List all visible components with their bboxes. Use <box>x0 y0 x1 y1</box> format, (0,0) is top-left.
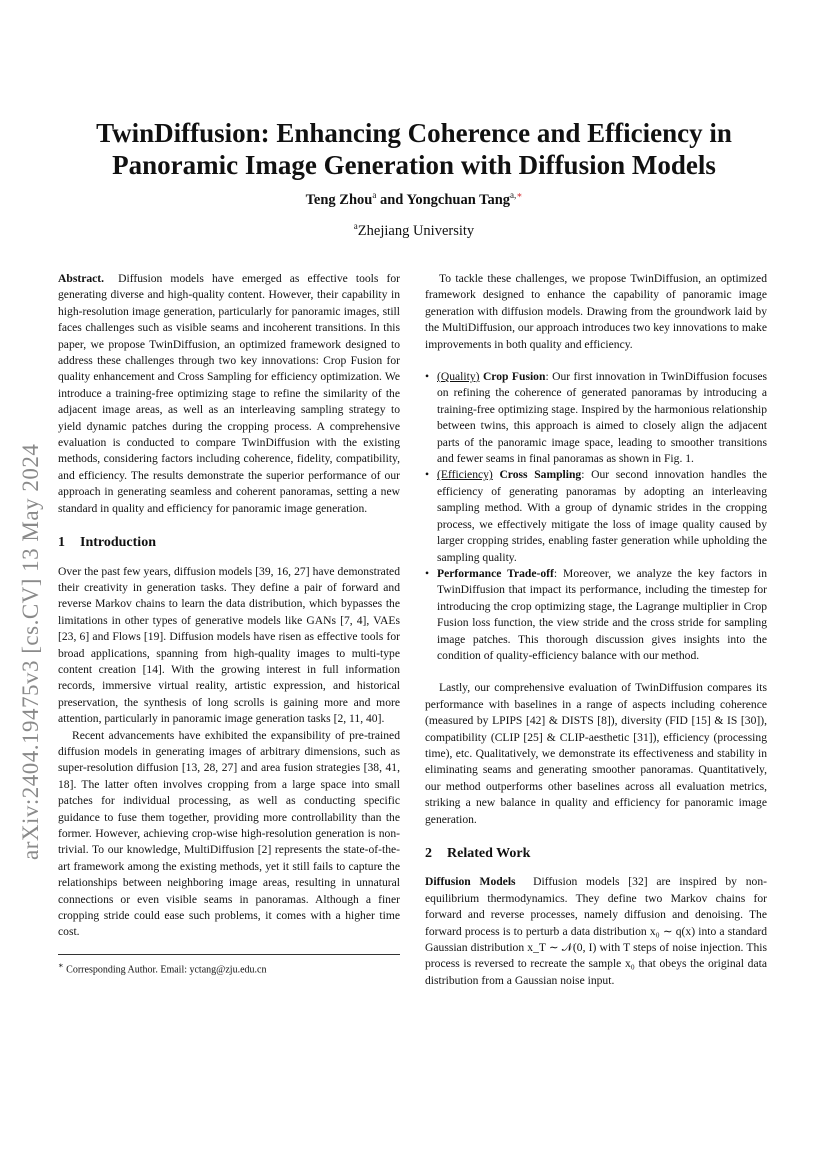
contribution-text: : Moreover, we analyze the key factors in TwinDiffusion that impact its performance, including the timestep for introducing the crop optimizing stage, the Lagrange multiplier in Crop Fusion loss function, the view stride and the cross stride for sampling image patches. This thorough discussion gives insights into the condition of quality-efficiency balance with our method. <box>437 566 767 662</box>
intro-paragraph: Recent advancements have exhibited the expansibility of pre-trained diffusion models in generating images of arbitrary dimensions, such as super-resolution diffusion [13, 28, 27] and area fusion strategies [38, 41, 18]. The latter often involves cropping from a large space into small patches for individual processing, as well as conducting specific guidance to fuse them together, providing more controllability than the former. However, achieving crop-wise high-resolution generation is non-trivial. To our knowledge, MultiDiffusion [2] represents the state-of-the-art framework among the existing methods, yet it still fails to capture the relationships between neighboring image areas, resulting in unnatural connections or even visible seams in panoramas. Although a finer cropping stride could ease such problems, it comes with a higher time cost. <box>58 728 400 939</box>
abstract-label: Abstract. <box>58 272 105 285</box>
abstract-text: Diffusion models have emerged as effective tools for generating diverse and high-quality content. However, their capability in high-resolution image generation, particularly for panoramic images, still faces challenges such as visible seams and incoherent transitions. In this paper, we propose TwinDiffusion, an optimized framework designed to address these challenges through two key innovations: Crop Fusion for quality enhancement and Cross Sampling for efficiency optimization. We introduce a training-free optimizing stage to refine the similarity of the adjacent image areas, as well as an interleaving sampling strategy to yield dynamic patches during the cropping process. A comprehensive evaluation is conducted to compare TwinDiffusion with the existing methods, considering factors including coherence, fidelity, compatibility, and efficiency. The results demonstrate the superior performance of our approach in generating seamless and coherent panoramas, setting a new standard in quality and efficiency for panoramic image generation. <box>58 272 400 515</box>
body-paragraph: To tackle these challenges, we propose TwinDiffusion, an optimized framework designed to enhance the capability of panoramic image generation with diffusion models. Drawing from the groundwork laid by the MultiDiffusion, our approach introduces two key innovations to make improvements in both quality and efficiency. <box>425 272 767 351</box>
footnote-marker: ∗ <box>58 961 64 970</box>
contribution-title: Performance Trade-off <box>437 566 554 580</box>
section-number: 1 <box>58 535 65 551</box>
paper-title <box>40 117 788 181</box>
contribution-tag: (Efficiency) <box>437 468 493 482</box>
corresponding-author-link[interactable]: ∗ <box>516 190 523 200</box>
intro-paragraph: Over the past few years, diffusion models [39, 16, 27] have demonstrated their creativity in generation tasks. They define a pair of forward and reverse Markov chains to learn the data distribution, which bypasses the limitations in other types of generative models like GANs [7, 4], VAEs [23, 6] and Flows [19]. Diffusion models have risen as effective tools for broad applications, spanning from high-quality images to multi-type content creation [14]. With the growing interest in full information records, immersive virtual reality, artistic expression, and historical preservation, the synthesis of long scrolls is gaining more and more attention, particularly in panoramic image generation tasks [2, 11, 40]. <box>58 564 400 726</box>
affiliation-marker: a <box>372 190 377 200</box>
contribution-item <box>425 566 767 664</box>
contribution-tag: (Quality) <box>437 370 480 384</box>
right-column <box>425 271 767 989</box>
affiliation-marker: a <box>353 221 358 231</box>
title-line-1: TwinDiffusion: Enhancing Coherence and Efficiency in <box>96 118 732 148</box>
contribution-text: : Our first innovation in TwinDiffusion focuses on refining the coherence of generated panoramas by introducing a training-free optimizing stage. Inspired by the harmonious relationship between twins, this approach is aimed to closely align the adjacent parts of the panoramic image space, leading to smoother transitions and fewer seams in final panoramas as shown in Fig. 1. <box>437 370 767 466</box>
paragraph-label: Diffusion Models <box>425 875 516 889</box>
section-number: 2 <box>425 846 432 861</box>
section-title: Related Work <box>447 846 531 861</box>
affiliation-name: Zhejiang University <box>357 222 475 239</box>
section-heading-related-work <box>425 846 767 862</box>
contribution-text: : Our second innovation handles the efficiency of generating panoramas by adopting an interleaving sampling method. With a group of dynamic strides in the cropping process, we effectively mitigate the loss of image quality caused by larger cropping strides, enabling faster generation while upholding the sampling quality. <box>437 468 767 564</box>
arxiv-identifier: arXiv:2404.19475v3 [cs.CV] 13 May 2024 <box>18 443 43 860</box>
author-list <box>0 190 828 209</box>
body-paragraph: Lastly, our comprehensive evaluation of TwinDiffusion compares its performance with baselines in a range of aspects including coherence (measured by LPIPS [42] & DISTS [8]), diversity (FID [15] & IS [30]), compatibility (CLIP [25] & CLIP-aesthetic [31]), efficiency (processing time), etc. Qualitatively, we demonstrate its effectiveness and stability in eliminating seams and generating smoother panoramas. Quantitatively, our method outperforms other baselines across all evaluation metrics, striking a new balance in quality and efficiency for panoramic image generation. <box>425 681 767 826</box>
author-name: Yongchuan Tang <box>406 191 511 208</box>
footnote-text: Corresponding Author. Email: yctang@zju.edu.cn <box>66 964 267 976</box>
affiliation-marker: a,∗ <box>510 190 523 200</box>
section-title: Introduction <box>80 535 156 551</box>
left-column <box>58 271 400 941</box>
abstract <box>58 271 400 517</box>
contribution-title: Cross Sampling <box>499 468 582 482</box>
footnote <box>58 960 400 975</box>
section-heading-introduction <box>58 535 400 551</box>
contribution-title: Crop Fusion <box>482 370 546 384</box>
author-conjunction: and <box>379 191 404 208</box>
contribution-list <box>425 369 767 664</box>
affiliation <box>0 221 828 240</box>
related-work-text: Diffusion models [32] are inspired by non-equilibrium thermodynamics. They define two Markov chains for forward and reverse processes, namely diffusion and denoising. The forward process is to perturb a data distribution x₀ ∼ q(x) into a standard Gaussian distribution x_T ∼ 𝒩(0, I) with T steps of noise injection. This process is reversed to recreate the sample x₀ that obeys the original data distribution from a Gaussian noise input. <box>425 875 767 987</box>
contribution-item <box>425 467 767 565</box>
author-name: Teng Zhou <box>305 191 373 208</box>
contribution-item <box>425 369 767 467</box>
footnote-divider <box>58 954 400 955</box>
related-work-paragraph <box>425 874 767 989</box>
title-line-2: Panoramic Image Generation with Diffusion Models <box>112 150 716 180</box>
